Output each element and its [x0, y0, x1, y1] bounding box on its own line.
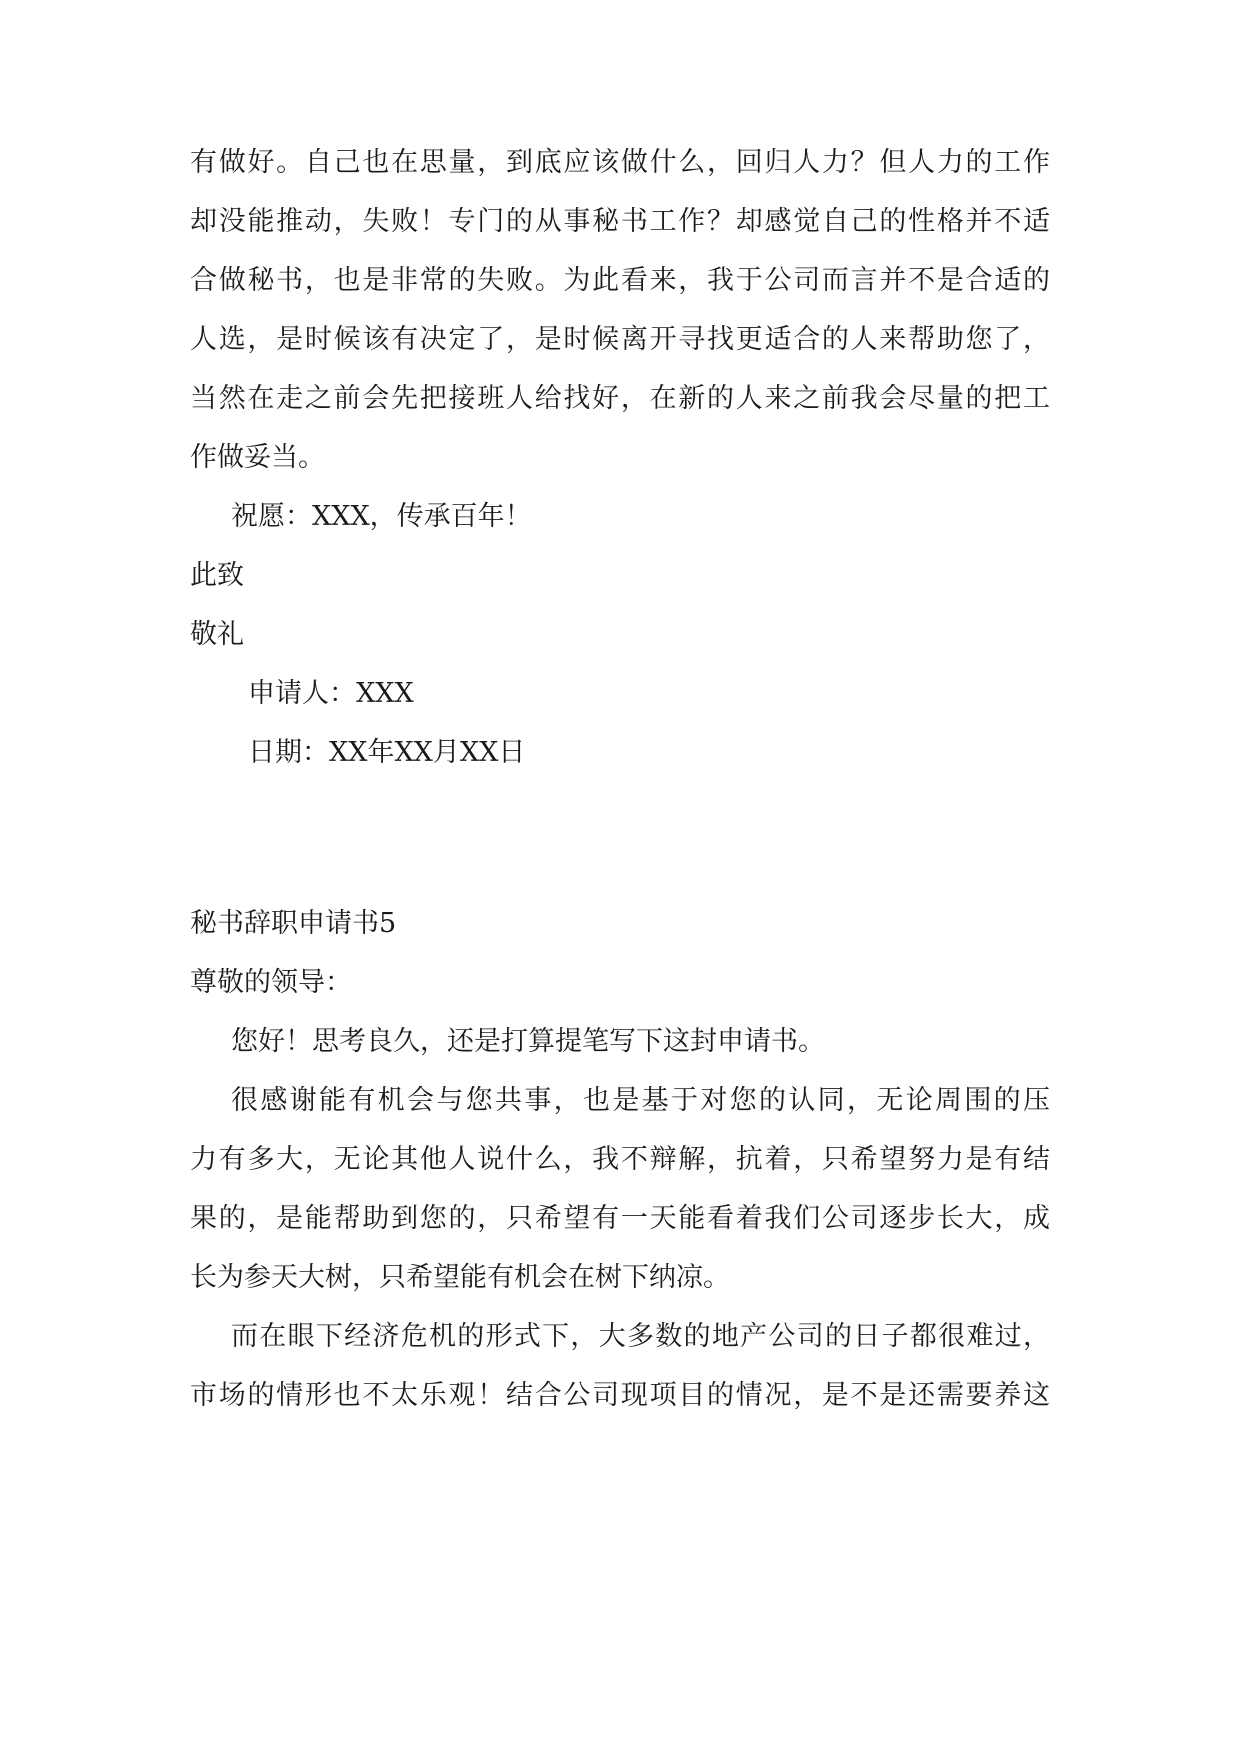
paragraph-line: 人选，是时候该有决定了，是时候离开寻找更适合的人来帮助您了，: [190, 324, 1050, 355]
paragraph-line: 力有多大，无论其他人说什么，我不辩解，抗着，只希望努力是有结: [190, 1144, 1050, 1175]
paragraph-line: 而在眼下经济危机的形式下，大多数的地产公司的日子都很难过，: [231, 1321, 1050, 1352]
closing-line: 敬礼: [190, 619, 244, 650]
paragraph-line: 市场的情形也不太乐观！结合公司现项目的情况，是不是还需要养这: [190, 1380, 1050, 1411]
paragraph-line: 长为参天大树，只希望能有机会在树下纳凉。: [190, 1262, 730, 1293]
wish-line: 祝愿：XXX，传承百年！: [231, 501, 532, 532]
paragraph-line: 有做好。自己也在思量，到底应该做什么，回归人力？但人力的工作: [190, 147, 1050, 178]
paragraph-line: 合做秘书，也是非常的失败。为此看来，我于公司而言并不是合适的: [190, 265, 1050, 296]
applicant-line: 申请人：XXX: [248, 678, 414, 709]
paragraph-line: 作做妥当。: [190, 442, 325, 473]
paragraph-line: 果的，是能帮助到您的，只希望有一天能看着我们公司逐步长大，成: [190, 1203, 1050, 1234]
paragraph-line: 当然在走之前会先把接班人给找好，在新的人来之前我会尽量的把工: [190, 383, 1050, 414]
paragraph-line: 很感谢能有机会与您共事，也是基于对您的认同，无论周围的压: [231, 1085, 1050, 1116]
paragraph-line: 却没能推动，失败！专门的从事秘书工作？却感觉自己的性格并不适: [190, 206, 1050, 237]
date-line: 日期：XX年XX月XX日: [248, 737, 526, 768]
salutation-line: 尊敬的领导：: [190, 967, 352, 998]
greeting-line: 您好！思考良久，还是打算提笔写下这封申请书。: [231, 1026, 825, 1057]
section-title: 秘书辞职申请书5: [190, 908, 397, 939]
closing-line: 此致: [190, 560, 244, 591]
